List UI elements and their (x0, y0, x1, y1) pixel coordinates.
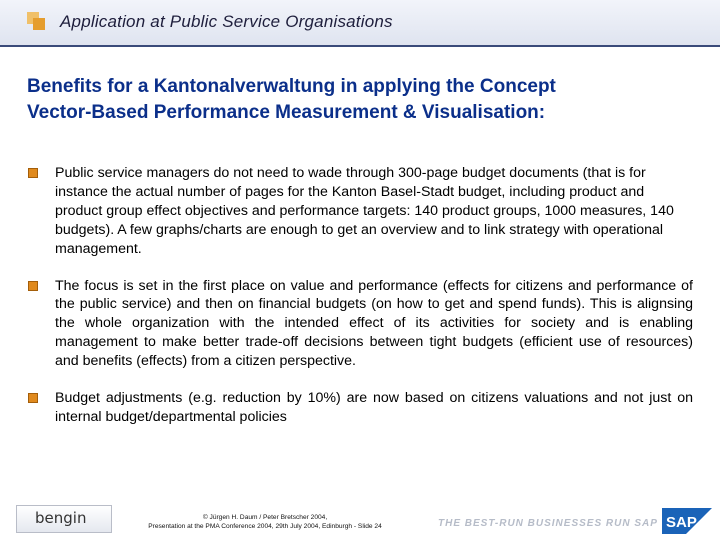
footer-credits (120, 514, 410, 531)
slide-title-line-1: Benefits for a Kantonalverwaltung in applying the Concept (27, 76, 556, 97)
header-divider (0, 45, 720, 47)
sap-tagline: THE BEST-RUN BUSINESSES RUN SAP (438, 518, 658, 529)
bullet-square-icon (28, 168, 38, 178)
bullet-square-icon (28, 393, 38, 403)
bullet-list (28, 164, 693, 427)
bullet-square-icon (28, 281, 38, 291)
sap-logo-icon (662, 508, 712, 534)
sap-logo-text: SAP (666, 514, 697, 531)
slide-title (27, 74, 707, 126)
bengin-logo (16, 505, 112, 533)
header-bar (0, 0, 720, 45)
bullet-text: Public service managers do not need to wade through 300-page budget documents (that is for instance the actual number of pages for the Kanton Basel-Stadt budget, including product and product group effect objectives and performance targets: 140 product groups, 1000 measures, 140 budgets). A few graphs/charts are enough to get an overview and to link strategy with operational management. (55, 165, 674, 257)
bullet-item (28, 277, 693, 372)
bengin-logo-text: bengin (35, 509, 87, 527)
footer-copyright: © Jürgen H. Daum / Peter Bretscher 2004, (202, 514, 328, 521)
bullet-text: The focus is set in the first place on value and performance (effects for citizens and performance of the public service) and then on financial budgets (on how to get and spend funds). This is alignsing the whole organization with the intended effect of its activities for society and is enabling management to make better trade-off decisions between tight budgets (efficient use of resources) and benefits (effects) from a citizen perspective. (55, 277, 693, 370)
bullet-item (28, 389, 693, 427)
header-squares-icon (27, 12, 47, 32)
header-title: Application at Public Service Organisations (60, 12, 393, 31)
bullet-text: Budget adjustments (e.g. reduction by 10%) are now based on citizens valuations and not just on internal budget/departmental policies (55, 390, 693, 425)
slide-title-line-2: Vector-Based Performance Measurement & Visualisation: (27, 102, 546, 123)
footer-presentation: Presentation at the PMA Conference 2004, 29th July 2004, Edinburgh - Slide 24 (148, 522, 382, 530)
bullet-item (28, 164, 693, 259)
